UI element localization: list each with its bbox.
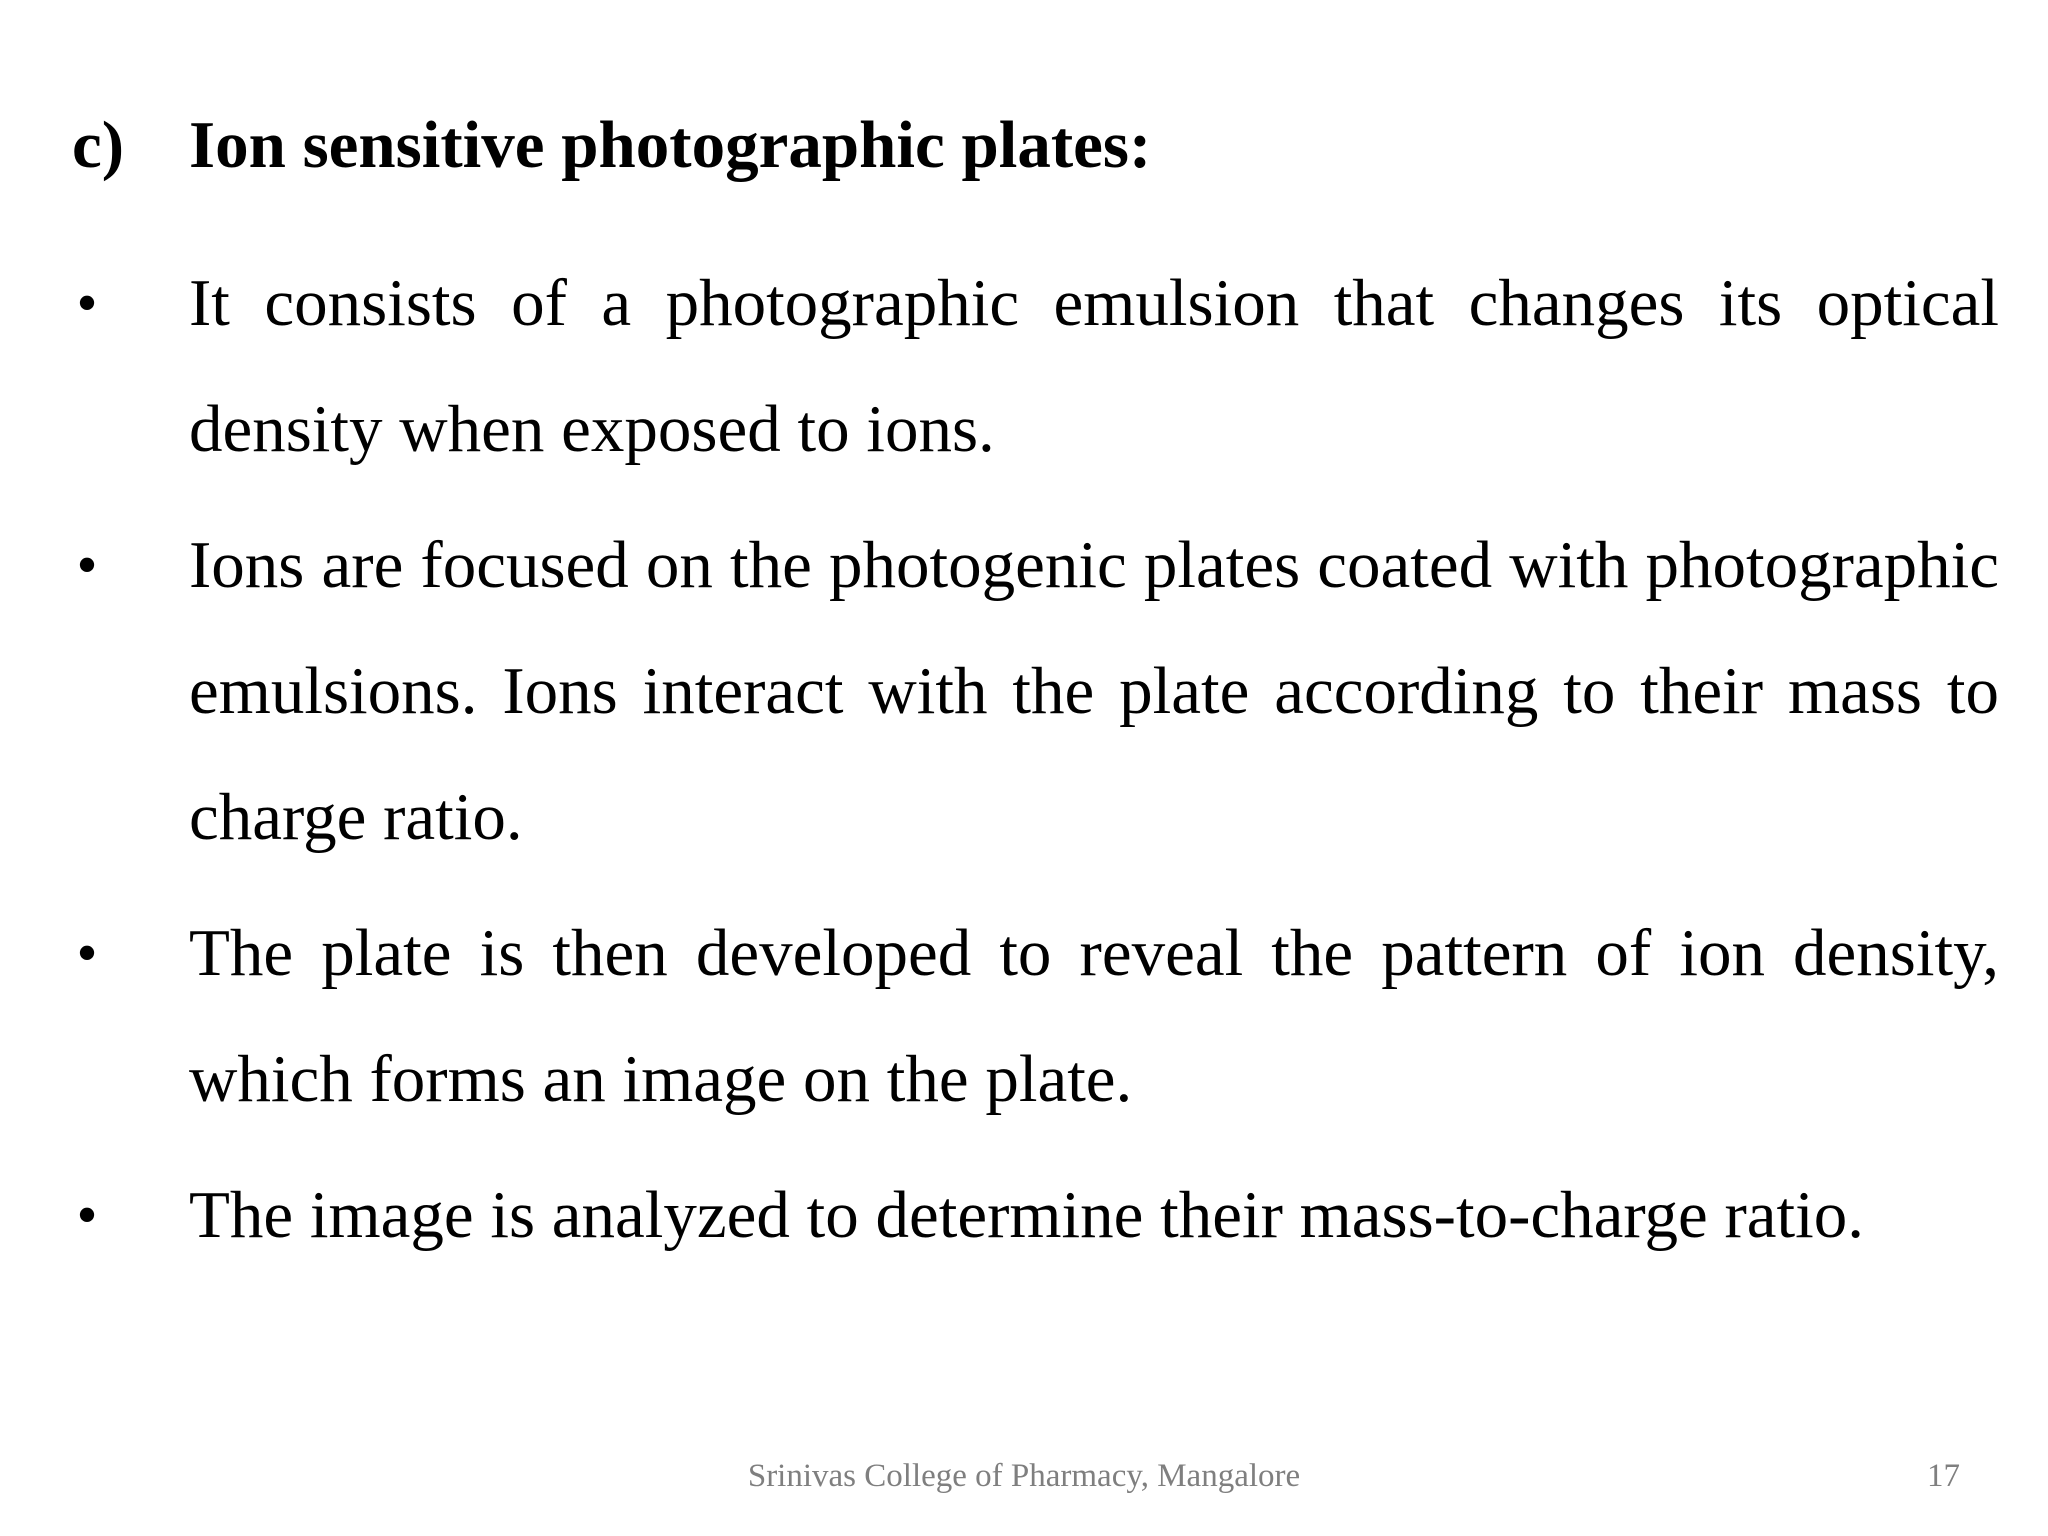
heading-marker: c) bbox=[72, 108, 125, 182]
bullet-text: It consists of a photographic emulsion that changes its optical density when exposed to ions. bbox=[189, 266, 1999, 466]
bullet-item-3 bbox=[72, 890, 2016, 1142]
bullet-text: The image is analyzed to determine their mass-to-charge ratio. bbox=[189, 1178, 1864, 1252]
bullet-item-4 bbox=[72, 1152, 2016, 1278]
bullet-dot: • bbox=[76, 1182, 98, 1248]
bullet-text: Ions are focused on the photogenic plates coated with photographic emulsions. Ions interact with the plate according to their mass to charge ratio. bbox=[189, 528, 1999, 854]
bullet-dot: • bbox=[76, 920, 98, 986]
bullet-dot: • bbox=[76, 532, 98, 598]
bullet-dot: • bbox=[76, 270, 98, 336]
bullet-text: The plate is then developed to reveal the pattern of ion density, which forms an image on the plate. bbox=[189, 916, 1999, 1116]
bullet-item-2 bbox=[72, 502, 2016, 880]
slide-heading bbox=[72, 100, 2012, 190]
heading-text: Ion sensitive photographic plates: bbox=[189, 108, 1152, 182]
footer-institution: Srinivas College of Pharmacy, Mangalore bbox=[747, 1458, 1301, 1494]
bullet-item-1 bbox=[72, 240, 2016, 492]
bullet-list bbox=[72, 240, 2016, 1288]
page-number: 17 bbox=[1927, 1458, 1960, 1494]
